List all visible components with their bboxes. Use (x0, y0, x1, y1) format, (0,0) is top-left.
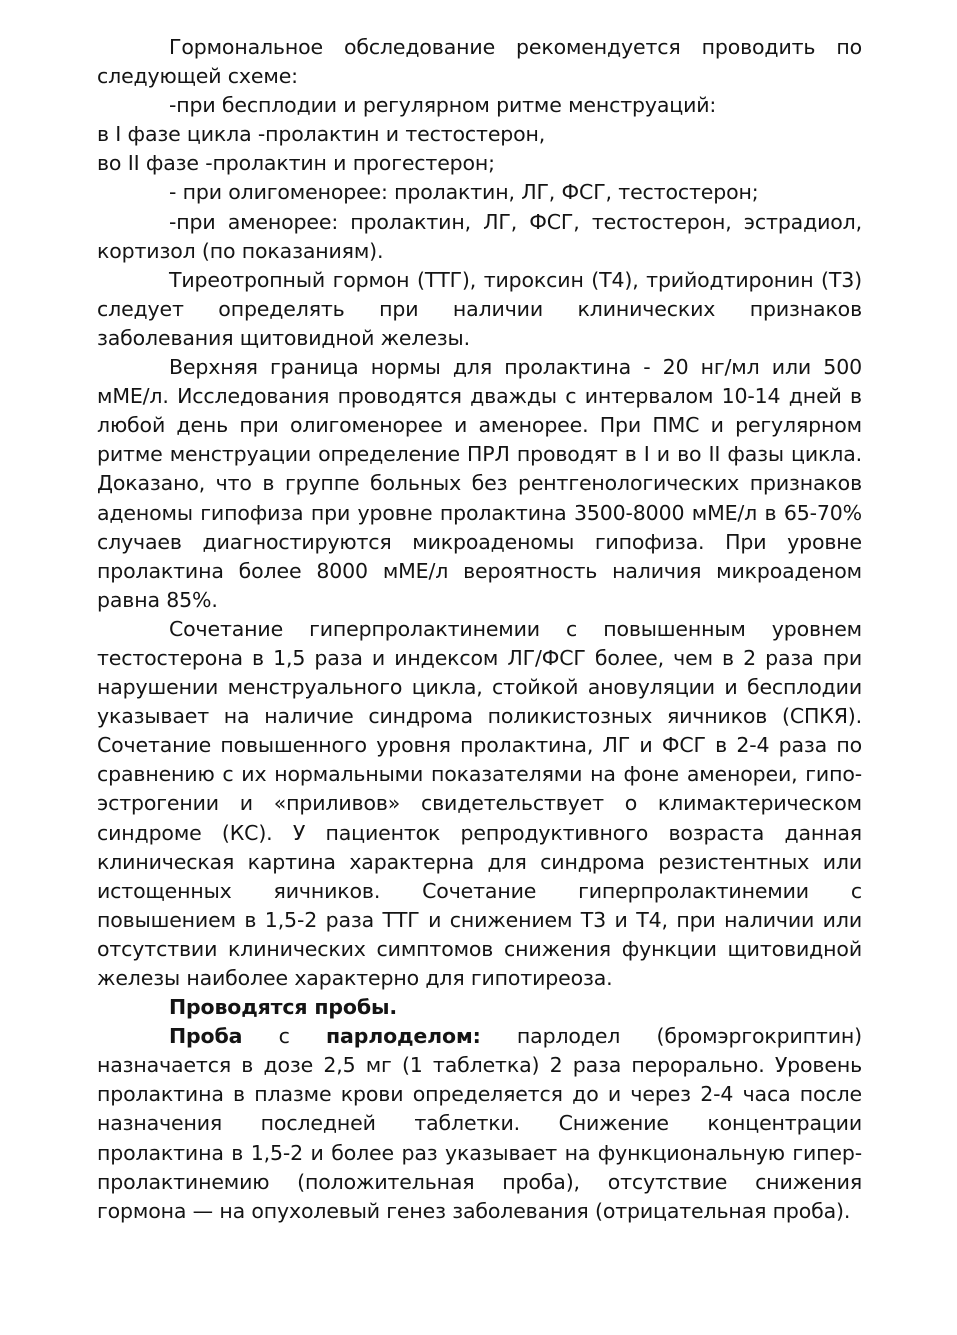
paragraph-phase-two: во II фазе -пролактин и прогестерон; (97, 151, 495, 176)
paragraph-phase-one: в I фазе цикла -пролактин и тестостерон, (97, 122, 546, 147)
test-title-word: Проба (169, 1024, 243, 1049)
paragraph-amenorrhea: -при аменорее: пролактин, ЛГ, ФСГ, тестостерон, эстрадиол, кортизол (по показаниям). (97, 209, 862, 263)
test-title-drug: парлоделом: (326, 1024, 481, 1049)
test-description: парлодел (бромэргокриптин) назначается в дозе 2,5 мг (1 таблетка) 2 раза перорально. Уровень пролактина в плазме крови определяется до и через 2-4 часа после назначения последней таблетки. Снижение концентрации пролактина в 1,5-2 и более раз указывает на функциональную гипер-пролактинемию (положительная проба), отсутствие снижения гормона — на опухолевый генез заболевания (отрицательная проба). (97, 1024, 862, 1223)
paragraph-thyroid: Тиреотропный гормон (ТТГ), тироксин (Т4), трийодтиронин (Т3) следует определять при наличии клинических признаков заболевания щитовидной железы. (97, 267, 862, 350)
paragraph-infertility: -при бесплодии и регулярном ритме менструаций: (169, 93, 717, 118)
paragraph-parlodel-test (97, 1022, 862, 1226)
paragraph-prolactin-norm: Верхняя граница нормы для пролактина - 20 нг/мл или 500 мМЕ/л. Исследования проводятся дважды с интервалом 10-14 дней в любой день при олигоменорее и аменорее. При ПМС и регулярном ритме менструации определение ПРЛ проводят в I и во II фазы цикла. Доказано, что в группе больных без рентгенологических признаков аденомы гипофиза при уровне пролактина 3500-8000 мМЕ/л в 65-70% случаев диагностируются микроаденомы гипофиза. При уровне пролактина более 8000 мМЕ/л вероятность наличия микроаденом равна 85%. (97, 355, 862, 612)
document-page (97, 33, 862, 1226)
heading-tests: Проводятся пробы. (169, 995, 398, 1020)
paragraph-syndromes: Сочетание гиперпролактинемии с повышенным уровнем тестостерона в 1,5 раза и индексом ЛГ/ФСГ более, чем в 2 раза при нарушении менструального цикла, стойкой ановуляции и бесплодии указывает на наличие синдрома поликистозных яичников (СПКЯ). Сочетание повышенного уровня пролактина, ЛГ и ФСГ в 2-4 раза по сравнению с их нормальными показателями на фоне аменореи, гипо-эстрогении и «приливов» свидетельствует о климактерическом синдроме (КС). У пациенток репродуктивного возраста данная клиническая картина характерна для синдрома резистентных или истощенных яичников. Сочетание гиперпролактинемии с повышением в 1,5-2 раза ТТГ и снижением Т3 и Т4, при наличии или отсутствии клинических симптомов снижения функции щитовидной железы наиболее характерно для гипотиреоза. (97, 616, 862, 990)
paragraph-hormonal-scheme: Гормональное обследование рекомендуется проводить по следующей схеме: (97, 35, 862, 89)
test-title-connector: с (242, 1024, 326, 1049)
paragraph-oligomenorrhea: - при олигоменорее: пролактин, ЛГ, ФСГ, тестостерон; (169, 180, 759, 205)
